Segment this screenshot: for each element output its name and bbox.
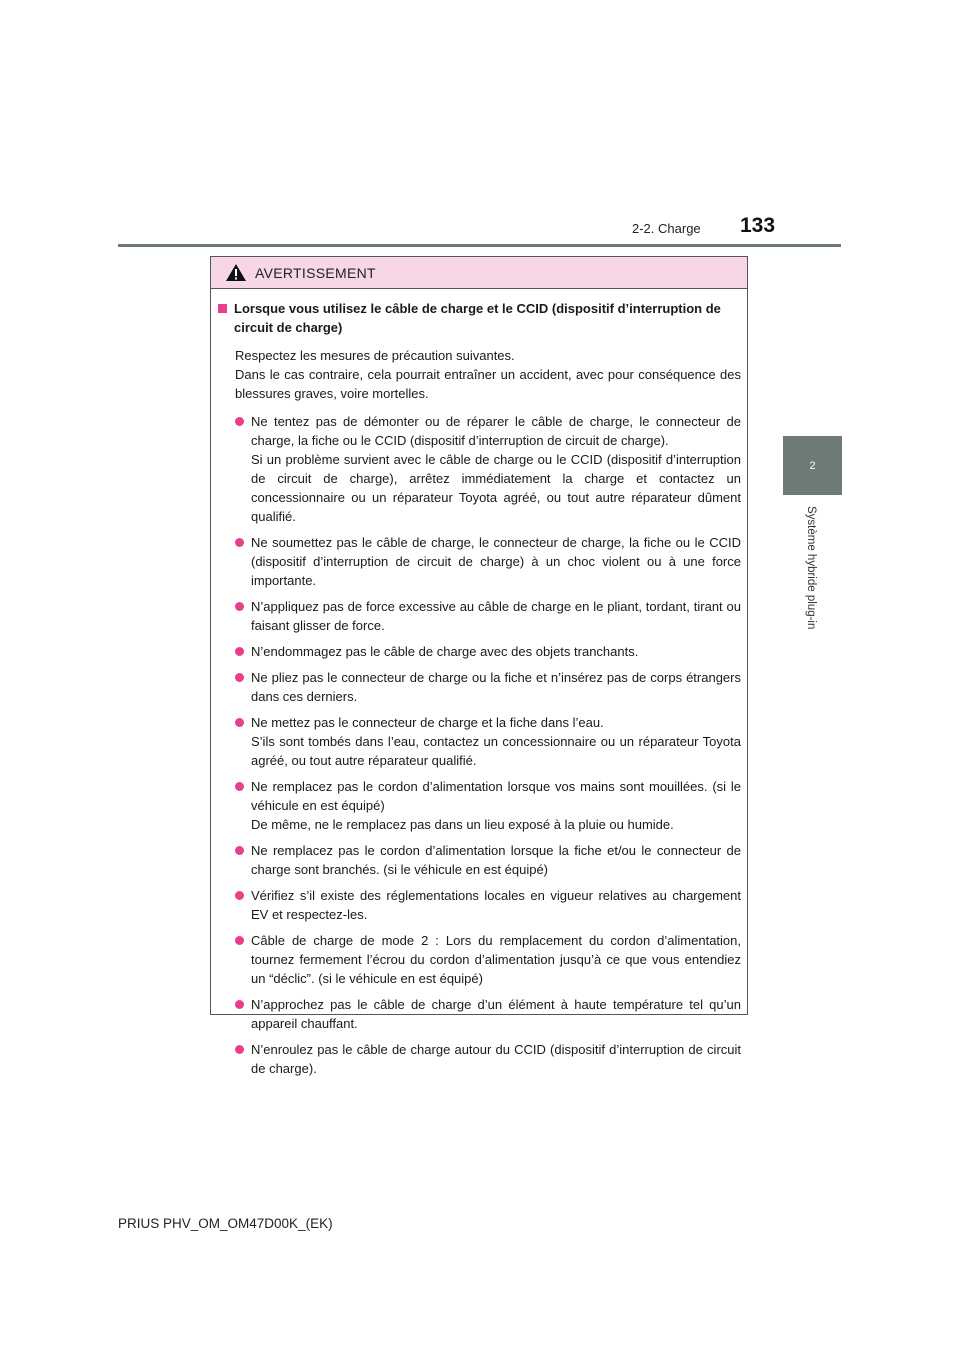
- list-item-paragraph: Câble de charge de mode 2 : Lors du remplacement du cordon d’alimentation, tournez fermement l’écrou du cordon d’alimentation jusqu’à ce que vous entendiez un “déclic”. (si le véhicule en est équipé): [251, 933, 741, 986]
- list-item-text: [251, 412, 741, 526]
- circle-bullet-icon: [235, 647, 244, 656]
- list-item-paragraph: N’enroulez pas le câble de charge autour du CCID (dispositif d’interruption de circuit de charge).: [251, 1042, 741, 1076]
- circle-bullet-icon: [235, 936, 244, 945]
- list-item-text: [251, 642, 741, 661]
- circle-bullet-icon: [235, 417, 244, 426]
- warning-intro: [218, 346, 741, 403]
- list-item-text: [251, 886, 741, 924]
- list-item-paragraph: Vérifiez s’il existe des réglementations locales en vigueur relatives au chargement EV et respectez-les.: [251, 888, 741, 922]
- list-item-paragraph: Ne soumettez pas le câble de charge, le connecteur de charge, la fiche ou le CCID (dispositif d’interruption de circuit de charge) à un choc violent ou à une force importante.: [251, 535, 741, 588]
- list-item-text: [251, 777, 741, 834]
- list-item: [218, 886, 741, 924]
- list-item: [218, 533, 741, 590]
- list-item-text: [251, 533, 741, 590]
- list-item-text: [251, 931, 741, 988]
- list-item-paragraph: N’approchez pas le câble de charge d’un élément à haute température tel qu’un appareil chauffant.: [251, 997, 741, 1031]
- list-item-paragraph: Ne mettez pas le connecteur de charge et la fiche dans l’eau.: [251, 715, 604, 730]
- warning-title: [218, 299, 741, 337]
- section-title: 2-2. Charge: [632, 221, 701, 236]
- list-item-paragraph: Ne pliez pas le connecteur de charge ou la fiche et n’insérez pas de corps étrangers dans ces derniers.: [251, 670, 741, 704]
- circle-bullet-icon: [235, 846, 244, 855]
- list-item: [218, 412, 741, 526]
- circle-bullet-icon: [235, 718, 244, 727]
- list-item-paragraph: Ne remplacez pas le cordon d’alimentation lorsque la fiche et/ou le connecteur de charge sont branchés. (si le véhicule en est équipé): [251, 843, 741, 877]
- header-divider: [118, 244, 841, 247]
- list-item: [218, 597, 741, 635]
- circle-bullet-icon: [235, 1045, 244, 1054]
- chapter-tab: [783, 436, 842, 495]
- list-item: [218, 841, 741, 879]
- circle-bullet-icon: [235, 673, 244, 682]
- list-item: [218, 668, 741, 706]
- list-item-paragraph: N’appliquez pas de force excessive au câble de charge en le pliant, tordant, tirant ou faisant glisser de force.: [251, 599, 741, 633]
- list-item-text: [251, 668, 741, 706]
- warning-box: [210, 256, 748, 1076]
- circle-bullet-icon: [235, 1000, 244, 1009]
- list-item-paragraph: Ne remplacez pas le cordon d’alimentation lorsque vos mains sont mouillées. (si le véhicule en est équipé): [251, 779, 741, 813]
- intro-line: Respectez les mesures de précaution suivantes.: [235, 348, 515, 363]
- list-item-text: [251, 597, 741, 635]
- list-item-paragraph: S’ils sont tombés dans l’eau, contactez un concessionnaire ou un réparateur Toyota agréé, ou tout autre réparateur qualifié.: [251, 734, 741, 768]
- document-id: PRIUS PHV_OM_OM47D00K_(EK): [118, 1216, 333, 1231]
- chapter-number: 2: [809, 459, 816, 472]
- warning-title-text: Lorsque vous utilisez le câble de charge et le CCID (dispositif d’interruption de circuit de charge): [234, 301, 721, 335]
- square-bullet-icon: [218, 304, 227, 313]
- warning-header: [211, 257, 747, 289]
- list-item-text: [251, 841, 741, 879]
- list-item: [218, 713, 741, 770]
- chapter-label: Système hybride plug-in: [805, 506, 817, 630]
- circle-bullet-icon: [235, 602, 244, 611]
- warning-body: [211, 289, 747, 1078]
- list-item: [218, 642, 741, 661]
- circle-bullet-icon: [235, 782, 244, 791]
- list-item-paragraph: De même, ne le remplacez pas dans un lieu exposé à la pluie ou humide.: [251, 817, 674, 832]
- list-item-paragraph: N’endommagez pas le câble de charge avec des objets tranchants.: [251, 644, 639, 659]
- warning-list: [218, 412, 741, 1078]
- list-item-paragraph: Si un problème survient avec le câble de charge ou le CCID (dispositif d’interruption de circuit de charge), arrêtez immédiatement la charge et contactez un concessionnaire ou un réparateur Toyota agréé, ou tout autre réparateur dûment qualifié.: [251, 452, 741, 524]
- circle-bullet-icon: [235, 538, 244, 547]
- list-item: [218, 995, 741, 1033]
- circle-bullet-icon: [235, 891, 244, 900]
- list-item-text: [251, 1040, 741, 1078]
- list-item: [218, 777, 741, 834]
- page-number: 133: [740, 214, 776, 237]
- list-item: [218, 1040, 741, 1078]
- intro-line: Dans le cas contraire, cela pourrait entraîner un accident, avec pour conséquence des blessures graves, voire mortelles.: [235, 367, 741, 401]
- warning-triangle-icon: [225, 263, 247, 282]
- list-item-paragraph: Ne tentez pas de démonter ou de réparer le câble de charge, le connecteur de charge, la fiche ou le CCID (dispositif d’interruption de circuit de charge).: [251, 414, 741, 448]
- warning-heading: AVERTISSEMENT: [255, 264, 376, 281]
- list-item: [218, 931, 741, 988]
- list-item-text: [251, 713, 741, 770]
- list-item-text: [251, 995, 741, 1033]
